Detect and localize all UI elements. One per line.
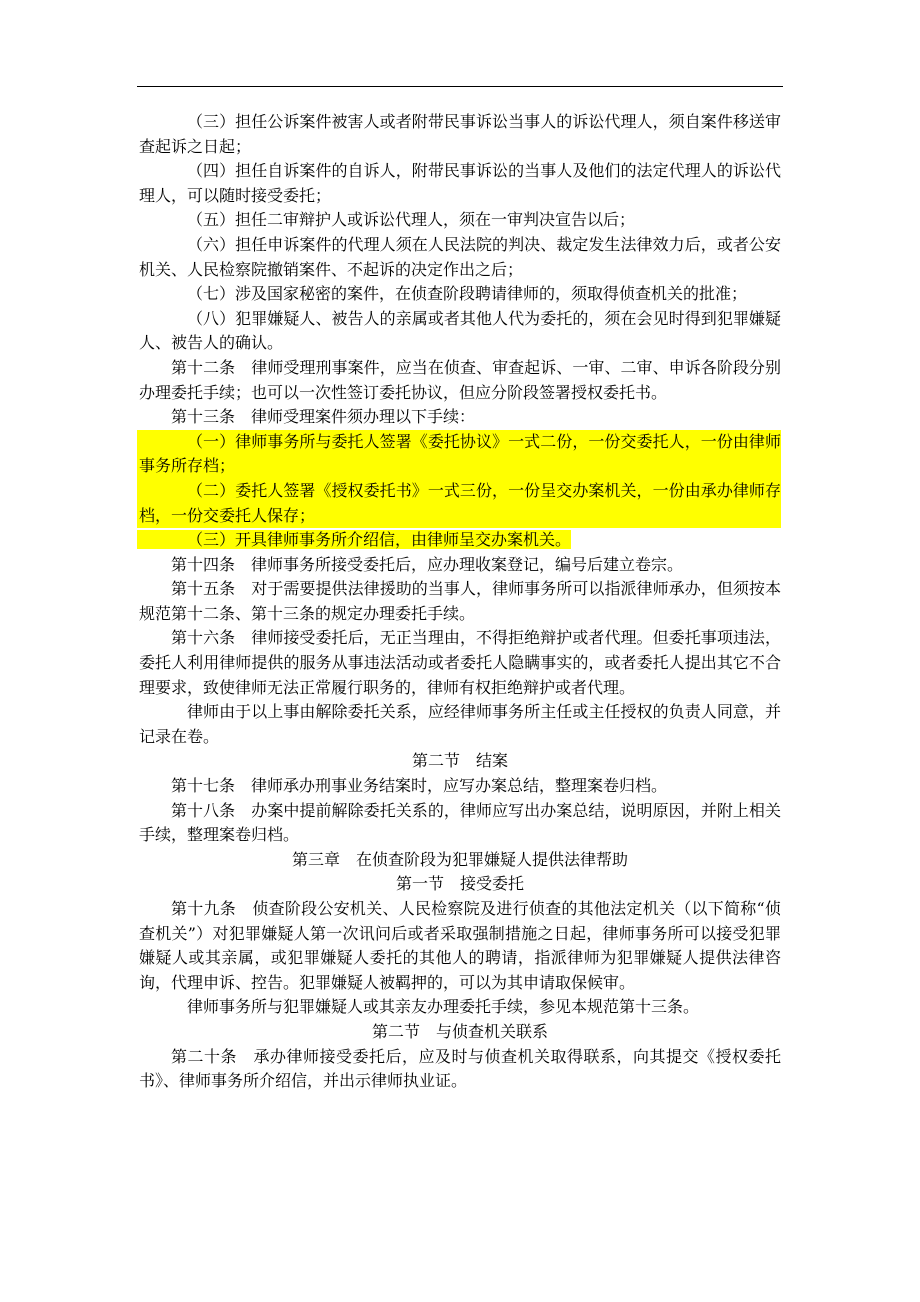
chapter-3-heading: 第三章 在侦查阶段为犯罪嫌疑人提供法律帮助 xyxy=(291,849,628,869)
article-18-paragraph: 第十八条 办案中提前解除委托关系的，律师应写出办案总结，说明原因，并附上相关手续，整理案卷归档。 xyxy=(139,800,781,845)
document-body xyxy=(139,110,781,1094)
article-16-continuation: 律师由于以上事由解除委托关系，应经律师事务所主任或主任授权的负责人同意，并记录在卷。 xyxy=(139,702,781,746)
article-16-paragraph: 第十六条 律师接受委托后，无正当理由，不得拒绝辩护或者代理。但委托事项违法，委托人利用律师提供的服务从事违法活动或者委托人隐瞒事实的，或者委托人提出其它不合理要求，致使律师无法正常履行职务的，律师有权拒绝辩护或者代理。 xyxy=(139,628,781,697)
article-17-paragraph: 第十七条 律师承办刑事业务结案时，应写办案总结，整理案卷归档。 xyxy=(171,776,668,796)
clause-7-paragraph: （七）涉及国家秘密的案件，在侦查阶段聘请律师的，须取得侦查机关的批准； xyxy=(187,284,748,304)
header-rule xyxy=(137,86,783,87)
highlighted-clause-3-text: （三）开具律师事务所介绍信，由律师呈交办案机关。 xyxy=(137,530,571,549)
highlighted-clause-3 xyxy=(139,528,781,553)
article-20-paragraph: 第二十条 承办律师接受委托后，应及时与侦查机关取得联系，向其提交《授权委托书》、律师事务所介绍信，并出示律师执业证。 xyxy=(139,1046,781,1091)
clause-8-paragraph: （八）犯罪嫌疑人、被告人的亲属或者其他人代为委托的，须在会见时得到犯罪嫌疑人、被告人的确认。 xyxy=(139,308,781,353)
article-13-paragraph: 第十三条 律师受理案件须办理以下手续： xyxy=(171,407,476,427)
section-heading-contact: 第二节 与侦查机关联系 xyxy=(371,1021,548,1041)
article-15-paragraph: 第十五条 对于需要提供法律援助的当事人，律师事务所可以指派律师承办，但须按本规范第十二条、第十三条的规定办理委托手续。 xyxy=(139,579,781,623)
clause-3-paragraph: （三）担任公诉案件被害人或者附带民事诉讼当事人的诉讼代理人，须自案件移送审查起诉之日起； xyxy=(139,112,781,156)
clause-6-paragraph: （六）担任申诉案件的代理人须在人民法院的判决、裁定发生法律效力后，或者公安机关、人民检察院撤销案件、不起诉的决定作出之后； xyxy=(139,234,781,279)
clause-5-paragraph: （五）担任二审辩护人或诉讼代理人，须在一审判决宣告以后； xyxy=(187,210,636,230)
section-heading-accept: 第一节 接受委托 xyxy=(395,874,524,894)
article-12-paragraph: 第十二条 律师受理刑事案件，应当在侦查、审查起诉、一审、二审、申诉各阶段分别办理委托手续；也可以一次性签订委托协议，但应分阶段签署授权委托书。 xyxy=(139,357,781,402)
article-19-continuation: 律师事务所与犯罪嫌疑人或其亲友办理委托手续，参见本规范第十三条。 xyxy=(187,997,700,1017)
article-14-paragraph: 第十四条 律师事务所接受委托后，应办理收案登记，编号后建立卷宗。 xyxy=(171,554,684,574)
highlighted-clause-2: （二）委托人签署《授权委托书》一式三份，一份呈交办案机关，一份由承办律师存档，一份交委托人保存； xyxy=(137,479,781,528)
section-heading-closing: 第二节 结案 xyxy=(411,751,508,771)
article-19-paragraph: 第十九条 侦查阶段公安机关、人民检察院及进行侦查的其他法定机关（以下简称“侦查机关”）对犯罪嫌疑人第一次讯问后或者采取强制措施之日起，律师事务所可以接受犯罪嫌疑人或其亲属，或犯罪嫌疑人委托的其他人的聘请，指派律师为犯罪嫌疑人提供法律咨询，代理申诉、控告。犯罪嫌疑人被羁押的，可以为其申请取保候审。 xyxy=(139,899,781,992)
clause-4-paragraph: （四）担任自诉案件的自诉人，附带民事诉讼的当事人及他们的法定代理人的诉讼代理人，可以随时接受委托； xyxy=(139,161,781,205)
highlighted-clause-1: （一）律师事务所与委托人签署《委托协议》一式二份，一份交委托人，一份由律师事务所存档； xyxy=(137,430,781,479)
